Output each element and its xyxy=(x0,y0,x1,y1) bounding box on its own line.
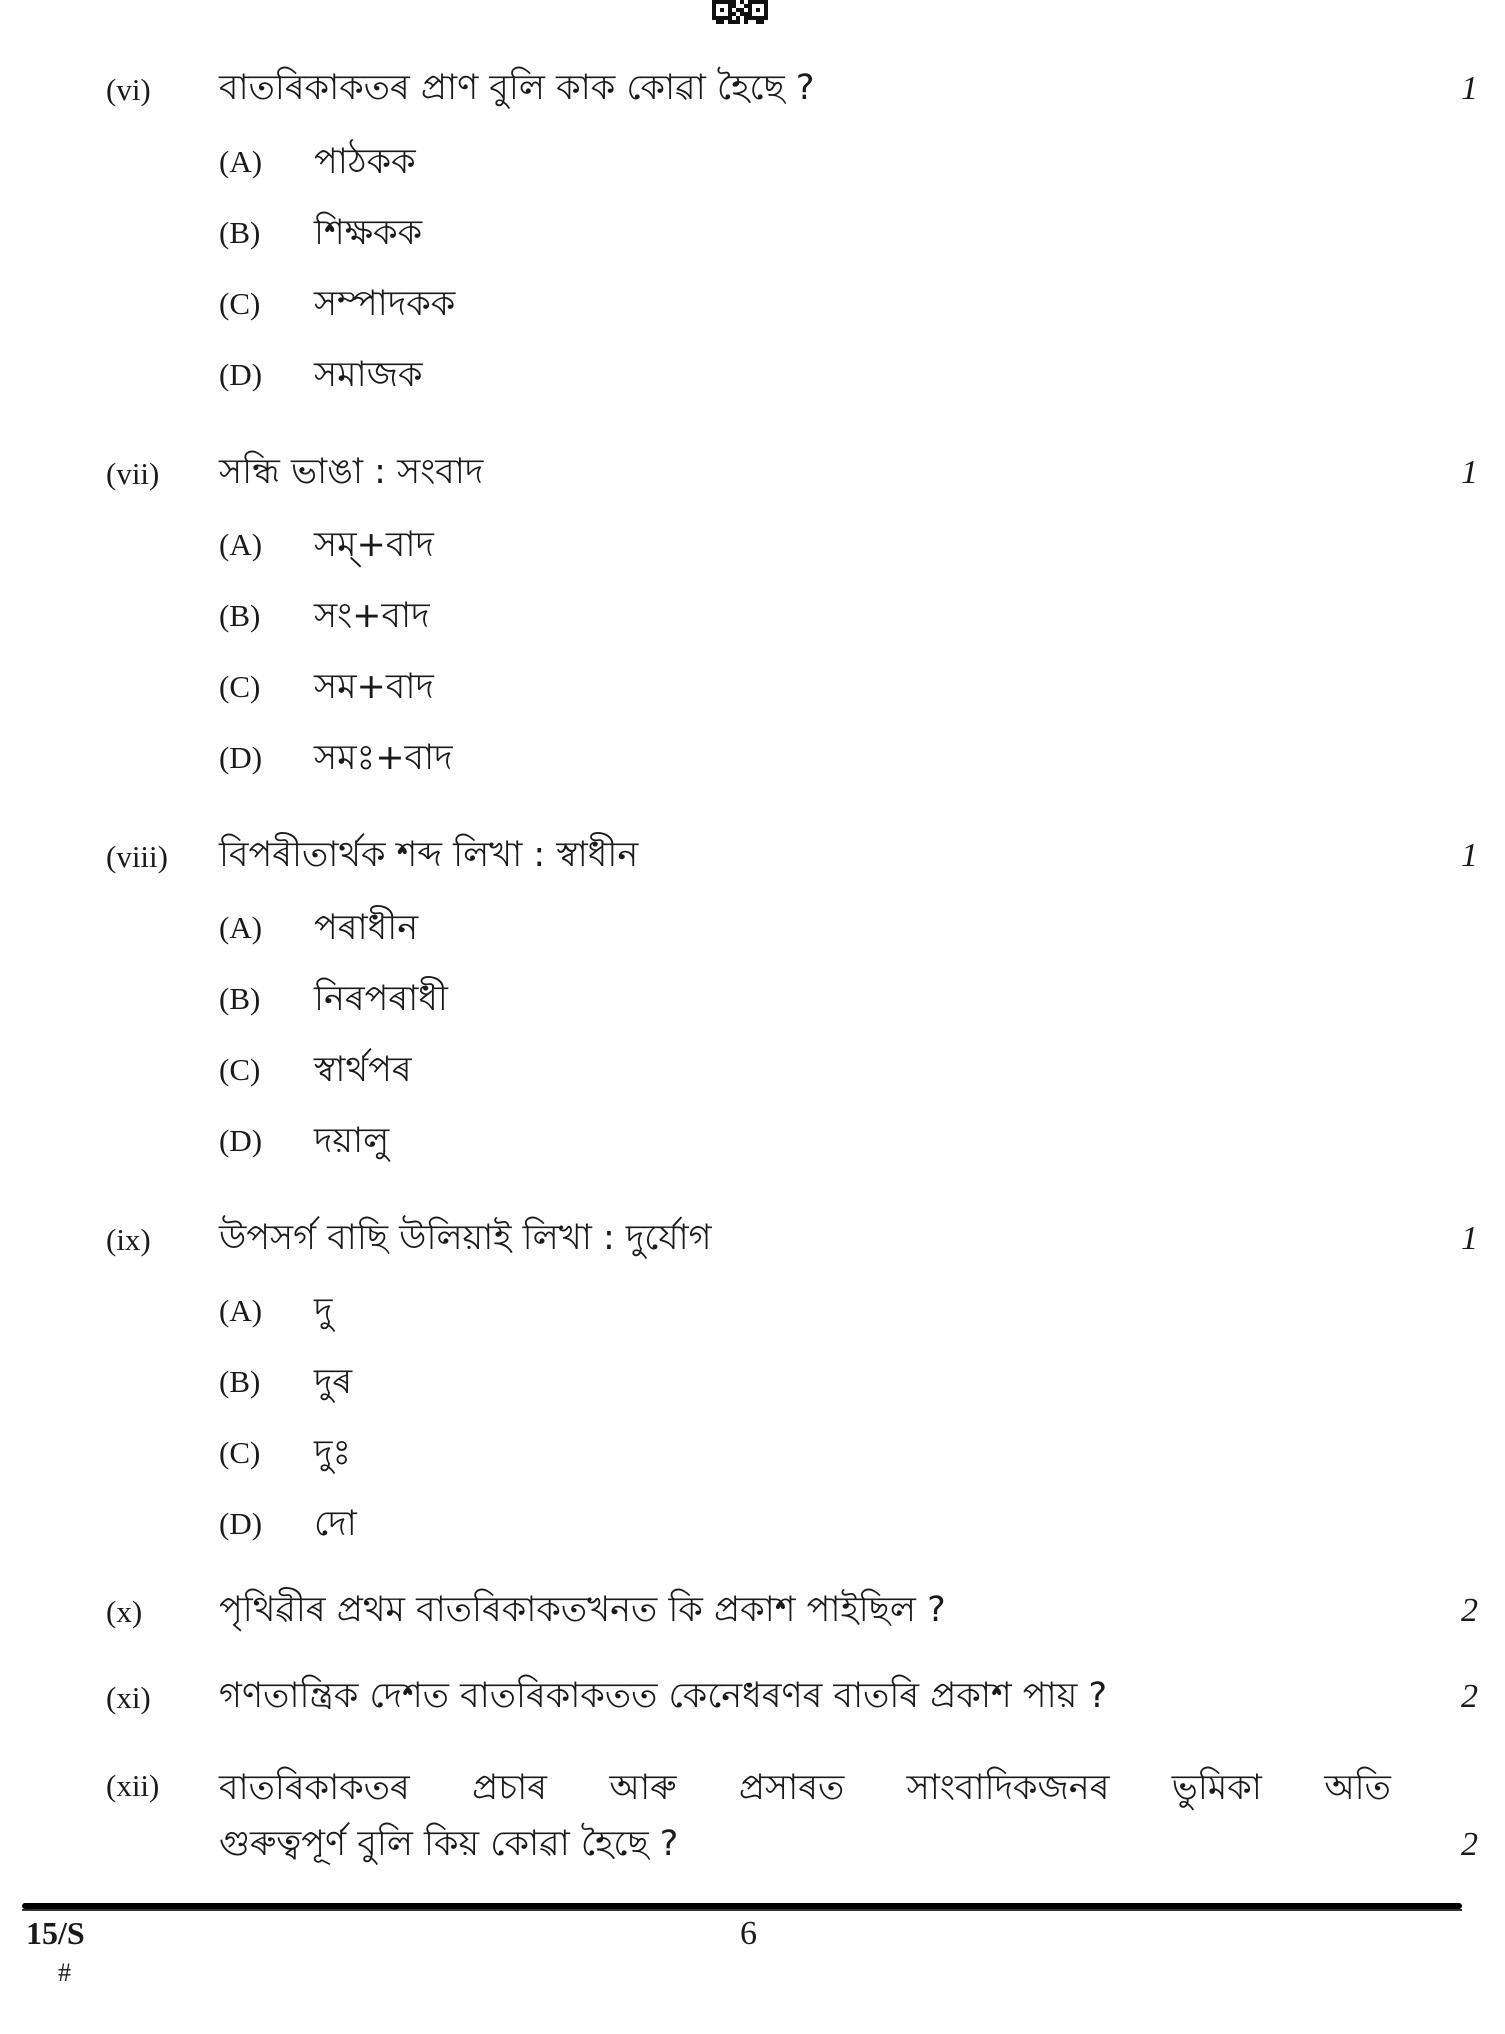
footer-hash: # xyxy=(58,1958,71,1987)
option-letter: (C) xyxy=(219,1435,261,1470)
option-letter: (D) xyxy=(219,740,263,775)
question-marks: 1 xyxy=(1461,1220,1478,1257)
question-text: পৃথিৱীৰ প্ৰথম বাতৰিকাকতখনত কি প্ৰকাশ পাইছিল ? xyxy=(219,1590,946,1630)
option-text: দুৰ xyxy=(314,1362,353,1402)
option-text: দুঃ xyxy=(314,1433,352,1473)
option-letter: (C) xyxy=(219,286,261,321)
question-text: সন্ধি ভাঙা : সংবাদ xyxy=(219,452,484,492)
word: প্ৰচাৰ xyxy=(472,1768,547,1808)
option-letter: (A) xyxy=(219,1293,263,1328)
question-marks: 2 xyxy=(1461,1678,1478,1715)
word: বাতৰিকাকতৰ xyxy=(219,1768,410,1808)
question-marks: 1 xyxy=(1461,70,1478,107)
option-letter: (B) xyxy=(219,598,261,633)
question-number: (vii) xyxy=(106,456,160,491)
option-letter: (A) xyxy=(219,527,263,562)
question-text-line-2: গুৰুত্বপূৰ্ণ বুলি কিয় কোৱা হৈছে ? xyxy=(219,1824,679,1864)
option-letter: (D) xyxy=(219,1506,263,1541)
word: প্ৰসাৰত xyxy=(738,1768,845,1808)
question-marks: 1 xyxy=(1461,454,1478,491)
option-text: সম+বাদ xyxy=(314,667,434,707)
option-letter: (D) xyxy=(219,357,263,392)
option-text: নিৰপৰাধী xyxy=(314,979,448,1019)
word: ভুমিকা xyxy=(1171,1768,1262,1808)
option-text: পৰাধীন xyxy=(314,908,419,948)
word: অতি xyxy=(1324,1768,1391,1808)
option-text: সং+বাদ xyxy=(314,596,430,636)
question-number: (xii) xyxy=(106,1768,160,1803)
option-text: দো xyxy=(314,1504,357,1544)
question-text: উপসৰ্গ বাছি উলিয়াই লিখা : দুৰ্যোগ xyxy=(219,1218,712,1258)
option-letter: (A) xyxy=(219,144,263,179)
option-letter: (B) xyxy=(219,215,261,250)
paper-code: 15/S xyxy=(26,1915,85,1951)
question-marks: 2 xyxy=(1461,1826,1478,1863)
option-text: সম্পাদকক xyxy=(314,284,456,324)
option-text: সমাজক xyxy=(314,355,423,395)
question-marks: 1 xyxy=(1461,837,1478,874)
option-text: দু xyxy=(314,1291,333,1331)
question-number: (x) xyxy=(106,1594,143,1629)
word: সাংবাদিকজনৰ xyxy=(906,1768,1110,1808)
option-text: দয়ালু xyxy=(314,1121,390,1161)
footer-rule-thin xyxy=(22,1909,1462,1911)
option-letter: (C) xyxy=(219,1052,261,1087)
question-number: (xi) xyxy=(106,1680,151,1715)
option-text: পাঠকক xyxy=(314,142,416,182)
word: আৰু xyxy=(609,1768,677,1808)
option-letter: (C) xyxy=(219,669,261,704)
question-text: বিপৰীতাৰ্থক শব্দ লিখা : স্বাধীন xyxy=(219,835,639,875)
option-letter: (D) xyxy=(219,1123,263,1158)
question-number: (viii) xyxy=(106,839,168,874)
option-text: শিক্ষকক xyxy=(314,213,423,253)
page-number: 6 xyxy=(740,1915,757,1952)
option-text: স্বাৰ্থপৰ xyxy=(314,1050,412,1090)
question-marks: 2 xyxy=(1461,1592,1478,1629)
option-letter: (B) xyxy=(219,981,261,1016)
option-text: সমঃ+বাদ xyxy=(314,738,453,778)
option-text: সম্+বাদ xyxy=(314,525,434,565)
question-text: বাতৰিকাকতৰ প্ৰাণ বুলি কাক কোৱা হৈছে ? xyxy=(219,68,815,108)
question-number: (ix) xyxy=(106,1222,151,1257)
qr-code xyxy=(712,0,768,24)
question-text-line-1 xyxy=(219,1760,1391,1819)
question-number: (vi) xyxy=(106,72,151,107)
option-letter: (A) xyxy=(219,910,263,945)
option-letter: (B) xyxy=(219,1364,261,1399)
question-text: গণতান্ত্ৰিক দেশত বাতৰিকাকতত কেনেধৰণৰ বাতৰি প্ৰকাশ পায় ? xyxy=(219,1676,1108,1716)
